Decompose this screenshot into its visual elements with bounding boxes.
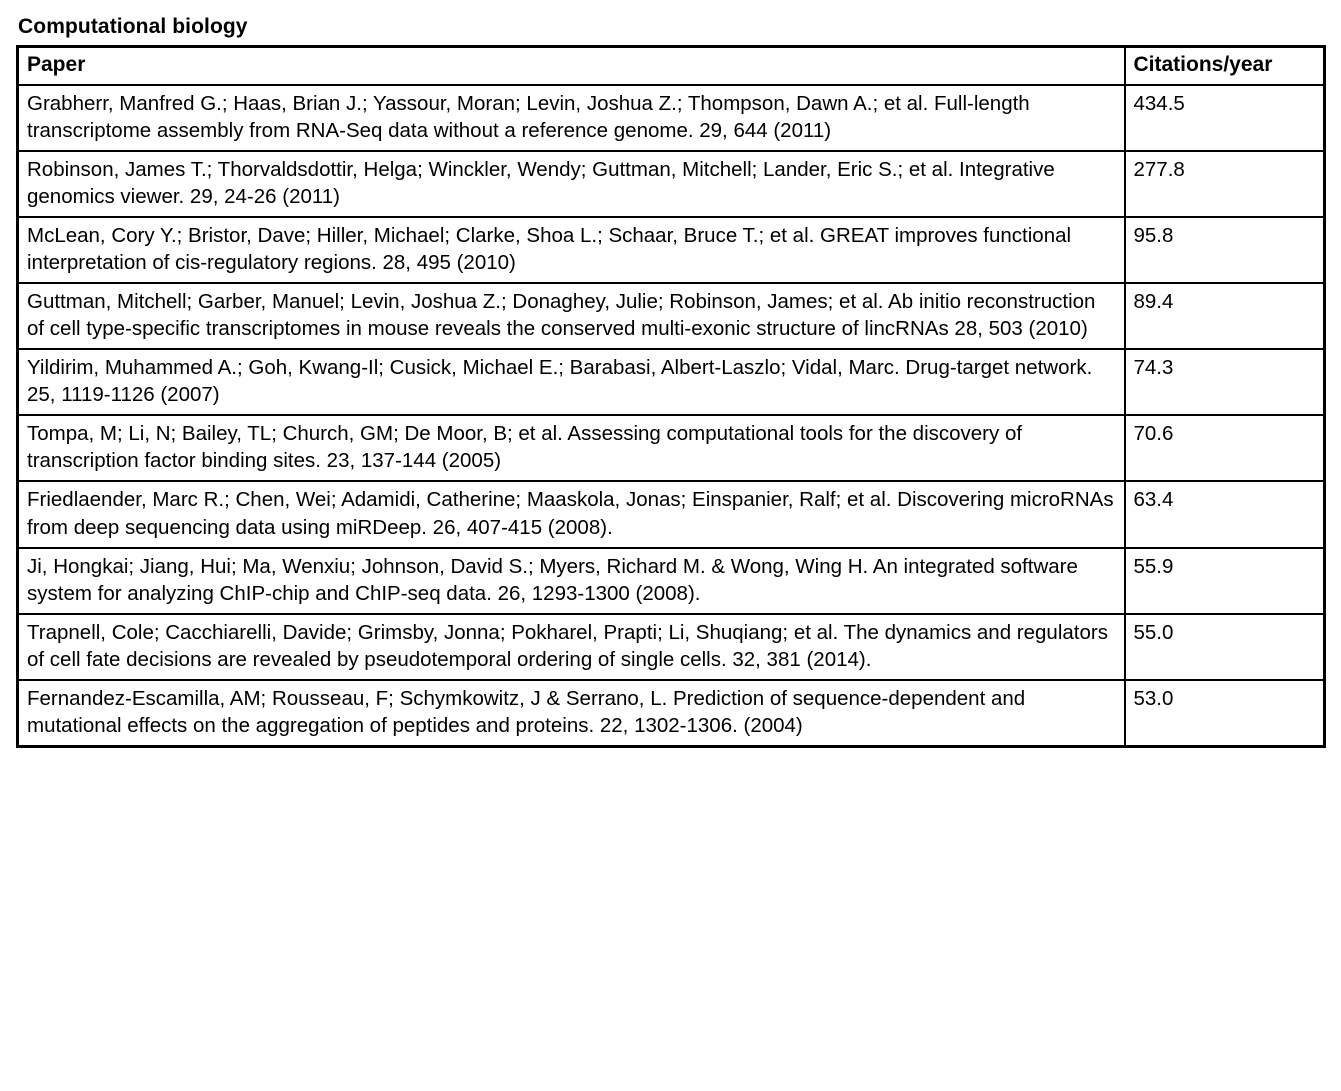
cell-paper: Friedlaender, Marc R.; Chen, Wei; Adamidi, Catherine; Maaskola, Jonas; Einspanier, Ralf; et al. Discovering microRNAs from deep sequencing data using miRDeep. 26, 407-415 (2008). [18, 481, 1125, 547]
cell-citations: 434.5 [1125, 85, 1325, 151]
cell-citations: 89.4 [1125, 283, 1325, 349]
table-row [18, 283, 1325, 349]
cell-paper: Fernandez-Escamilla, AM; Rousseau, F; Schymkowitz, J & Serrano, L. Prediction of sequence-dependent and mutational effects on the aggregation of peptides and proteins. 22, 1302-1306. (2004) [18, 680, 1125, 747]
cell-citations: 55.0 [1125, 614, 1325, 680]
column-header-citations: Citations/year [1125, 47, 1325, 85]
page-title: Computational biology [18, 15, 248, 38]
table-row [18, 415, 1325, 481]
cell-citations: 74.3 [1125, 349, 1325, 415]
cell-citations: 95.8 [1125, 217, 1325, 283]
column-header-paper: Paper [18, 47, 1125, 85]
cell-citations: 53.0 [1125, 680, 1325, 747]
table-row [18, 481, 1325, 547]
cell-citations: 70.6 [1125, 415, 1325, 481]
cell-paper: Trapnell, Cole; Cacchiarelli, Davide; Grimsby, Jonna; Pokharel, Prapti; Li, Shuqiang; et al. The dynamics and regulators of cell fate decisions are revealed by pseudotemporal ordering of single cells. 32, 381 (2014). [18, 614, 1125, 680]
table-row [18, 680, 1325, 747]
cell-citations: 277.8 [1125, 151, 1325, 217]
cell-paper: Guttman, Mitchell; Garber, Manuel; Levin, Joshua Z.; Donaghey, Julie; Robinson, James; et al. Ab initio reconstruction of cell type-specific transcriptomes in mouse reveals the conserved multi-exonic structure of lincRNAs 28, 503 (2010) [18, 283, 1125, 349]
table-row [18, 151, 1325, 217]
table-body [18, 85, 1325, 746]
table-row [18, 548, 1325, 614]
citations-table [16, 45, 1326, 748]
table-row [18, 217, 1325, 283]
table-header-row [18, 47, 1325, 85]
table-row [18, 614, 1325, 680]
cell-paper: Yildirim, Muhammed A.; Goh, Kwang-Il; Cusick, Michael E.; Barabasi, Albert-Laszlo; Vidal, Marc. Drug-target network. 25, 1119-1126 (2007) [18, 349, 1125, 415]
cell-citations: 63.4 [1125, 481, 1325, 547]
cell-paper: McLean, Cory Y.; Bristor, Dave; Hiller, Michael; Clarke, Shoa L.; Schaar, Bruce T.; et al. GREAT improves functional interpretation of cis-regulatory regions. 28, 495 (2010) [18, 217, 1125, 283]
cell-paper: Grabherr, Manfred G.; Haas, Brian J.; Yassour, Moran; Levin, Joshua Z.; Thompson, Dawn A.; et al. Full-length transcriptome assembly from RNA-Seq data without a reference genome. 29, 644 (2011) [18, 85, 1125, 151]
cell-paper: Robinson, James T.; Thorvaldsdottir, Helga; Winckler, Wendy; Guttman, Mitchell; Lander, Eric S.; et al. Integrative genomics viewer. 29, 24-26 (2011) [18, 151, 1125, 217]
cell-paper: Ji, Hongkai; Jiang, Hui; Ma, Wenxiu; Johnson, David S.; Myers, Richard M. & Wong, Wing H. An integrated software system for analyzing ChIP-chip and ChIP-seq data. 26, 1293-1300 (2008). [18, 548, 1125, 614]
cell-paper: Tompa, M; Li, N; Bailey, TL; Church, GM; De Moor, B; et al. Assessing computational tools for the discovery of transcription factor binding sites. 23, 137-144 (2005) [18, 415, 1125, 481]
table-row [18, 85, 1325, 151]
table-row [18, 349, 1325, 415]
cell-citations: 55.9 [1125, 548, 1325, 614]
